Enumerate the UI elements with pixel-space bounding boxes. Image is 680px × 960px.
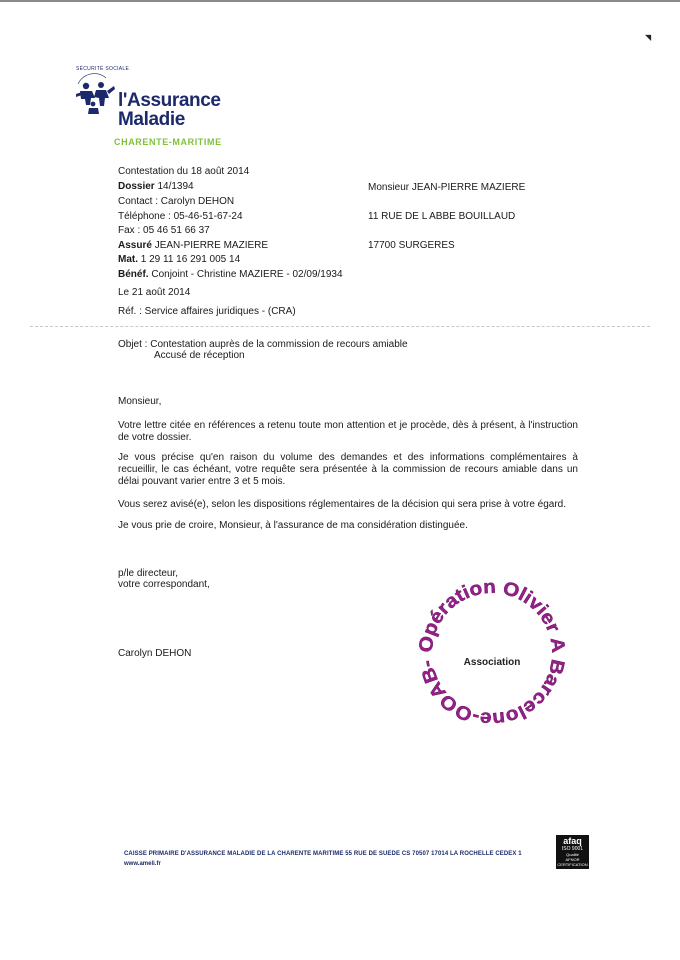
objet-line: Objet : Contestation auprès de la commission de recours amiable	[118, 339, 408, 350]
afaq-iso: ISO 9001	[561, 846, 584, 852]
assure-line	[118, 239, 268, 252]
signature-name: Carolyn DEHON	[118, 648, 192, 659]
letter-date: Le 21 août 2014	[118, 287, 191, 298]
footer-url[interactable]: www.ameli.fr	[124, 861, 161, 867]
telephone-line: Téléphone : 05-46-51-67-24	[118, 211, 243, 222]
recipient-city: 17700 SURGERES	[368, 240, 455, 251]
footer-address: CAISSE PRIMAIRE D'ASSURANCE MALADIE DE LA CHARENTE MARITIME 55 RUE DE SUEDE CS 70507 17014 LA ROCHELLE CEDEX 1	[124, 851, 522, 857]
fax-line: Fax : 05 46 51 66 37	[118, 225, 210, 236]
objet-subline: Accusé de réception	[154, 350, 245, 361]
top-border-line	[0, 0, 680, 2]
recipient-name: Monsieur JEAN-PIERRE MAZIERE	[368, 182, 526, 193]
securite-sociale-label: SÉCURITÉ SOCIALE	[76, 66, 130, 72]
recipient-street: 11 RUE DE L ABBE BOUILLAUD	[368, 211, 516, 222]
signature-line1: p/le directeur,	[118, 568, 179, 579]
association-stamp	[412, 573, 572, 733]
afaq-label: afaq	[563, 836, 582, 846]
logo-name-line1: l'Assurance	[118, 90, 221, 111]
separator-line	[30, 326, 650, 327]
body-paragraph-3: Vous serez avisé(e), selon les dispositions réglementaires de la décision qui sera prise à votre égard.	[118, 499, 567, 510]
benef-label: Bénéf.	[118, 269, 149, 280]
dossier-line	[118, 180, 194, 193]
corner-mark: ◥	[645, 33, 652, 42]
stamp-center-text: Association	[463, 657, 521, 668]
body-paragraph-2: Je vous précise qu'en raison du volume des demandes et des informations complémentaires à recueillir, le cas échéant, votre requête sera présentée à la commission de recours amiable dans un délai pouvant varier entre 3 et 5 mois.	[118, 452, 578, 487]
body-paragraph-1: Votre lettre citée en références a retenu toute mon attention et je procède, dès à présent, à l'instruction de votre dossier.	[118, 420, 578, 443]
assurance-maladie-logo	[72, 66, 242, 156]
afaq-qualite: Qualité	[566, 852, 579, 857]
mat-value: 1 29 11 16 291 005 14	[140, 254, 241, 265]
afaq-certification-badge	[556, 835, 589, 869]
reference-line: Réf. : Service affaires juridiques - (CRA)	[118, 306, 296, 317]
mat-label: Mat.	[118, 254, 138, 265]
signature-line2: votre correspondant,	[118, 579, 210, 590]
dossier-value: 14/1394	[157, 181, 194, 192]
logo-name-line2: Maladie	[118, 109, 185, 130]
assure-value: JEAN-PIERRE MAZIERE	[154, 240, 269, 251]
dossier-label: Dossier	[118, 181, 155, 192]
afaq-afnor: AFNOR CERTIFICATION	[557, 857, 588, 867]
body-paragraph-4: Je vous prie de croire, Monsieur, à l'assurance de ma considération distinguée.	[118, 520, 468, 531]
benef-line	[118, 268, 343, 281]
salutation: Monsieur,	[118, 396, 162, 407]
logo-region: CHARENTE-MARITIME	[114, 137, 222, 147]
stamp-ring-text: Opération Olivier A Barcelone-OOAB-	[415, 576, 569, 730]
people-emblem-icon	[72, 72, 116, 116]
mat-line	[118, 253, 240, 266]
benef-value: Conjoint - Christine MAZIERE - 02/09/1934	[151, 269, 343, 280]
assure-label: Assuré	[118, 240, 152, 251]
contestation-date: Contestation du 18 août 2014	[118, 166, 250, 177]
contact-line: Contact : Carolyn DEHON	[118, 196, 235, 207]
